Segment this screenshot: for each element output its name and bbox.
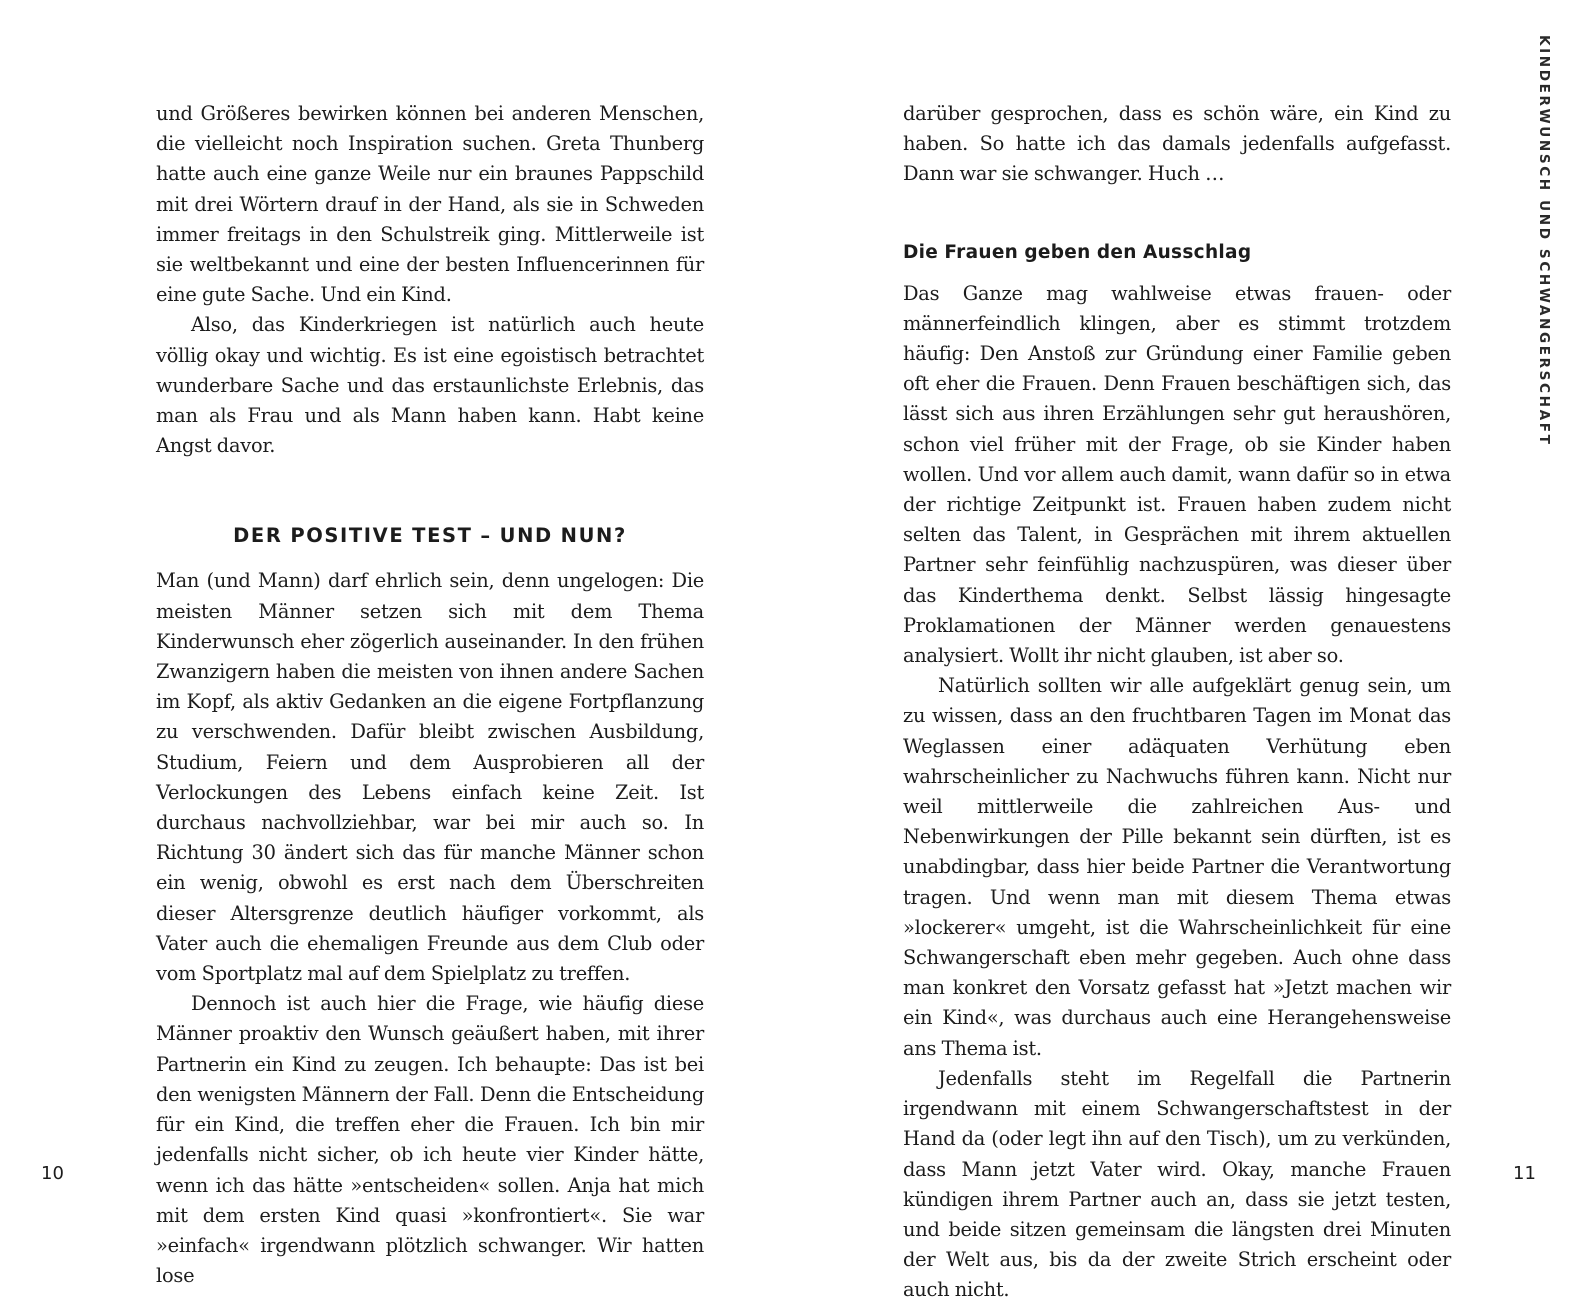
right-text-column: [903, 99, 1451, 1306]
page-number-left: 10: [41, 1163, 64, 1184]
right-paragraph-3: Natürlich sollten wir alle aufgeklärt genug sein, um zu wissen, dass an den fruchtbaren Tagen im Monat das Weglassen einer adäquaten Verhütung eben wahrscheinlicher zu Nachwuchs führen kann. Nicht nur weil mittlerweile die zahlreichen Aus- und Nebenwirkungen der Pille bekannt sein dürften, ist es unabdingbar, dass hier beide Partner die Verantwortung tragen. Und wenn man mit diesem Thema etwas »lockerer« umgeht, ist die Wahrscheinlichkeit für eine Schwangerschaft eben mehr gegeben. Auch ohne dass man konkret den Vorsatz gefasst hat »Jetzt machen wir ein Kind«, was durchaus auch eine Herangehensweise ans Thema ist.: [903, 674, 1451, 1060]
right-page: [797, 0, 1594, 1302]
left-paragraph-2: Also, das Kinderkriegen ist natürlich auch heute völlig okay und wichtig. Es ist eine egoistisch betrachtet wunderbare Sache und das erstaunlichste Erlebnis, das man als Frau und als Mann haben kann. Habt keine Angst davor.: [156, 313, 704, 458]
right-paragraph-4: Jedenfalls steht im Regelfall die Partnerin irgendwann mit einem Schwangerschaftstest in der Hand da (oder legt ihn auf den Tisch), um zu verkünden, dass Mann jetzt Vater wird. Okay, manche Frauen kündigen ihrem Partner auch an, dass sie jetzt testen, und beide sitzen gemeinsam die längsten drei Minuten der Welt aus, bis da der zweite Strich erscheint oder auch nicht.: [903, 1066, 1451, 1302]
section-heading: DER POSITIVE TEST – UND NUN?: [233, 524, 627, 548]
right-paragraph-2: Das Ganze mag wahlweise etwas frauen- oder männerfeindlich klingen, aber es stimmt trotzdem häufig: Den Anstoß zur Gründung einer Familie geben oft eher die Frauen. Denn Frauen beschäftigen sich, das lässt sich aus ihren Erzählungen sehr gut heraushören, schon viel früher mit der Frage, ob sie Kinder haben wollen. Und vor allem auch damit, wann dafür so in etwa der richtige Zeitpunkt ist. Frauen haben zudem nicht selten das Talent, in Gesprächen mit ihrem aktuellen Partner sehr feinfühlig nachzuspüren, was dieser über das Kinderthema denkt. Selbst lässig hingesagte Proklamationen der Männer werden genauestens analysiert. Wollt ihr nicht glauben, ist aber so.: [903, 281, 1451, 668]
page-number-right: 11: [1513, 1163, 1536, 1184]
subheading: Die Frauen geben den Ausschlag: [903, 241, 1252, 263]
left-paragraph-3: Man (und Mann) darf ehrlich sein, denn ungelogen: Die meisten Männer setzen sich mit dem Thema Kinderwunsch eher zögerlich auseinander. In den frühen Zwanzigern haben die meisten von ihnen andere Sachen im Kopf, als aktiv Gedanken an die eigene Fortpflanzung zu verschwenden. Dafür bleibt zwischen Ausbildung, Studium, Feiern und dem Ausprobieren all der Verlockungen des Lebens einfach keine Zeit. Ist durchaus nachvollziehbar, war bei mir auch so. In Richtung 30 ändert sich das für manche Männer schon ein wenig, obwohl es erst nach dem Überschreiten dieser Altersgrenze deutlich häufiger vorkommt, als Vater auch die ehemaligen Freunde aus dem Club oder vom Sportplatz mal auf dem Spielplatz zu treffen.: [156, 569, 704, 986]
left-paragraph-1: und Größeres bewirken können bei anderen Menschen, die vielleicht noch Inspiration suchen. Greta Thunberg hatte auch eine ganze Weile nur ein braunes Pappschild mit drei Wörtern drauf in der Hand, als sie in Schweden immer freitags in den Schulstreik ging. Mittlerweile ist sie weltbekannt und eine der besten Influencerinnen für eine gute Sache. Und ein Kind.: [156, 102, 704, 307]
left-page: [0, 0, 797, 1288]
running-head: KINDERWUNSCH UND SCHWANGERSCHAFT: [1536, 35, 1552, 447]
left-paragraph-4: Dennoch ist auch hier die Frage, wie häufig diese Männer proaktiv den Wunsch geäußert haben, mit ihrer Partnerin ein Kind zu zeugen. Ich behaupte: Das ist bei den wenigsten Männern der Fall. Denn die Entscheidung für ein Kind, die treffen eher die Frauen. Ich bin mir jedenfalls nicht sicher, ob ich heute vier Kinder hätte, wenn ich das hätte »entscheiden« sollen. Anja hat mich mit dem ersten Kind quasi »konfrontiert«. Sie war »einfach« irgendwann plötzlich schwanger. Wir hatten lose: [156, 992, 704, 1288]
left-text-column: [156, 99, 704, 1291]
right-paragraph-1: darüber gesprochen, dass es schön wäre, ein Kind zu haben. So hatte ich das damals jedenfalls aufgefasst. Dann war sie schwanger. Huch …: [903, 102, 1451, 186]
